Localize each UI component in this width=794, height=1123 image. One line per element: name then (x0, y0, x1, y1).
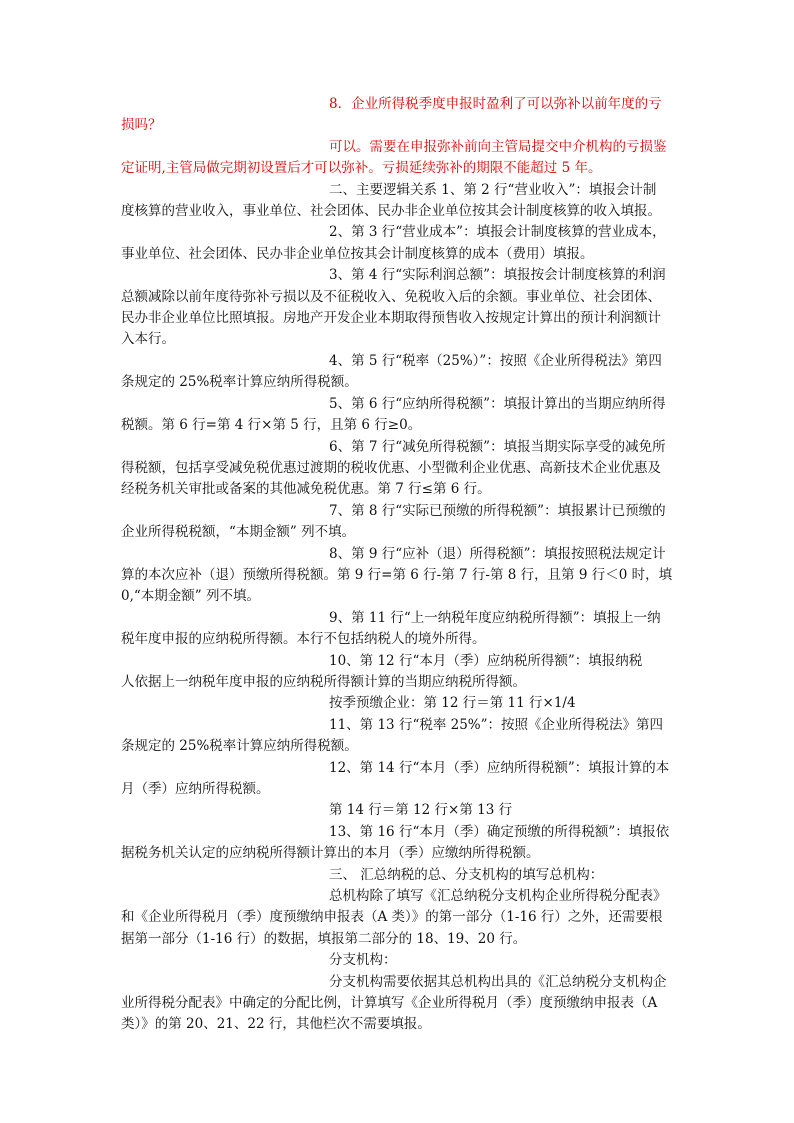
indent-spacer (121, 706, 329, 707)
indent-spacer (121, 364, 329, 365)
line-text: 事业单位、社会团体、民办非企业单位按其会计制度核算的成本（费用）填报。 (121, 245, 594, 262)
text-line (121, 779, 685, 800)
indent-spacer (121, 150, 329, 151)
indent-spacer (121, 621, 329, 622)
text-line (121, 693, 685, 714)
indent-spacer (121, 450, 329, 451)
indent-spacer (121, 557, 329, 558)
highlighted-paragraph (121, 137, 685, 180)
line-text: 6、第 7 行“减免所得税额”：填报当期实际享受的减免所 (329, 438, 666, 455)
text-line (121, 715, 685, 736)
text-line (121, 586, 685, 607)
line-text: 13、第 16 行“本月（季）确定预缴的所得税额”：填报依 (329, 823, 670, 840)
text-line (121, 993, 685, 1014)
line-text: 入本行。 (121, 331, 175, 348)
text-line (121, 1014, 685, 1035)
document-page (121, 94, 685, 1036)
text-line (121, 287, 685, 308)
paragraph (121, 608, 685, 651)
indent-spacer (121, 235, 329, 236)
paragraph (121, 758, 685, 801)
text-line (121, 672, 685, 693)
paragraph (121, 394, 685, 437)
line-text: 10、第 12 行“本月（季）应纳税所得额”：填报纳税 (329, 652, 643, 669)
paragraph (121, 222, 685, 265)
indent-spacer (121, 771, 329, 772)
line-text: 11、第 13 行“税率 25%”：按照《企业所得税法》第四 (329, 716, 664, 733)
text-line (121, 544, 685, 565)
text-line (121, 501, 685, 522)
text-line (121, 629, 685, 650)
line-text: 分支机构需要依据其总机构出具的《汇总纳税分支机构企 (329, 973, 667, 990)
line-text: 条规定的 25%税率计算应纳所得税额。 (121, 738, 358, 755)
indent-spacer (121, 878, 329, 879)
line-text: 据税务机关认定的应纳税所得额计算出的本月（季）应缴纳所得税额。 (121, 845, 540, 862)
line-text: 8．企业所得税季度申报时盈利了可以弥补以前年度的亏 (329, 96, 662, 112)
text-line (121, 608, 685, 629)
line-text: 企业所得税税额，“本期金额” 列不填。 (121, 524, 356, 541)
indent-spacer (121, 514, 329, 515)
text-line (121, 244, 685, 265)
paragraph (121, 544, 685, 608)
text-line (121, 800, 685, 821)
line-text: 可以。需要在申报弥补前向主管局提交中介机构的亏损鉴 (329, 138, 667, 155)
text-line (121, 907, 685, 928)
text-line (121, 886, 685, 907)
text-line (121, 222, 685, 243)
text-line (121, 180, 685, 201)
line-text: 得税额，包括享受减免税优惠过渡期的税收优惠、小型微利企业优惠、高新技术企业优惠及 (121, 459, 661, 476)
text-line (121, 351, 685, 372)
text-line (121, 822, 685, 843)
highlighted-paragraph (121, 94, 685, 137)
line-text: 和《企业所得税月（季）度预缴纳申报表（A 类）》的第一部分（1-16 行）之外，还需要根 (121, 909, 663, 926)
paragraph (121, 865, 685, 886)
text-line (121, 201, 685, 222)
line-text: 12、第 14 行“本月（季）应纳所得税额”：填报计算的本 (329, 759, 670, 776)
line-text: 0,“本期金额” 列不填。 (121, 588, 260, 605)
line-text: 月（季）应纳所得税额。 (121, 781, 270, 797)
line-text: 算的本次应补（退）预缴所得税额。第 9 行=第 6 行-第 7 行-第 8 行，且第 9 行＜0 时，填 (121, 566, 673, 583)
line-text: 人依据上一纳税年度申报的应纳税所得额计算的当期应纳税所得额。 (121, 673, 526, 690)
text-line (121, 329, 685, 350)
indent-spacer (121, 664, 329, 665)
paragraph (121, 351, 685, 394)
line-text: 总机构除了填写《汇总纳税分支机构企业所得税分配表》 (329, 888, 667, 905)
indent-spacer (121, 728, 329, 729)
indent-spacer (121, 813, 329, 814)
text-line (121, 736, 685, 757)
line-text: 三、 汇总纳税的总、分支机构的填写总机构： (329, 866, 604, 883)
line-text: 损吗？ (121, 117, 162, 134)
text-line (121, 308, 685, 329)
line-text: 经税务机关审批或备案的其他减免税优惠。第 7 行≤第 6 行。 (121, 481, 491, 498)
paragraph (121, 715, 685, 758)
paragraph (121, 437, 685, 501)
indent-spacer (121, 107, 329, 108)
line-text: 类）》的第 20、21、22 行，其他栏次不需要填报。 (121, 1016, 431, 1033)
text-line (121, 565, 685, 586)
line-text: 9、第 11 行“上一纳税年度应纳税所得额”：填报上一纳 (329, 609, 661, 626)
line-text: 4、第 5 行“税率（25%）”：按照《企业所得税法》第四 (329, 352, 662, 369)
text-line (121, 479, 685, 500)
text-line (121, 522, 685, 543)
line-text: 民办非企业单位比照填报。房地产开发企业本期取得预售收入按规定计算出的预计利润额计 (121, 310, 661, 327)
indent-spacer (121, 193, 329, 194)
paragraph (121, 693, 685, 714)
text-line (121, 94, 685, 115)
line-text: 3、第 4 行“实际利润总额”：填报按会计制度核算的利润 (329, 267, 666, 284)
text-line (121, 437, 685, 458)
paragraph (121, 180, 685, 223)
text-line (121, 158, 685, 179)
indent-spacer (121, 963, 329, 964)
line-text: 总额减除以前年度待弥补亏损以及不征税收入、免税收入后的余额。事业单位、社会团体、 (121, 288, 661, 305)
paragraph (121, 950, 685, 971)
line-text: 度核算的营业收入，事业单位、社会团体、民办非企业单位按其会计制度核算的收入填报。 (121, 203, 661, 220)
text-line (121, 651, 685, 672)
indent-spacer (121, 835, 329, 836)
line-text: 税额。第 6 行=第 4 行×第 5 行，且第 6 行≥0。 (121, 417, 422, 434)
line-text: 分支机构： (329, 952, 397, 969)
indent-spacer (121, 985, 329, 986)
line-text: 5、第 6 行“应纳所得税额”：填报计算出的当期应纳所得 (329, 395, 666, 412)
text-line (121, 415, 685, 436)
text-line (121, 265, 685, 286)
paragraph (121, 265, 685, 351)
text-line (121, 458, 685, 479)
paragraph (121, 800, 685, 821)
line-text: 定证明,主管局做完期初设置后才可以弥补。亏损延续弥补的期限不能超过 5 年。 (121, 160, 602, 177)
text-line (121, 865, 685, 886)
text-line (121, 950, 685, 971)
indent-spacer (121, 899, 329, 900)
text-line (121, 972, 685, 993)
line-text: 二、主要逻辑关系 1、第 2 行“营业收入”：填报会计制 (329, 181, 657, 198)
paragraph (121, 501, 685, 544)
line-text: 按季预缴企业：第 12 行＝第 11 行×1/4 (329, 695, 576, 712)
paragraph (121, 972, 685, 1036)
paragraph (121, 822, 685, 865)
line-text: 税年度申报的应纳税所得额。本行不包括纳税人的境外所得。 (121, 631, 486, 648)
line-text: 据第一部分（1-16 行）的数据，填报第二部分的 18、19、20 行。 (121, 930, 527, 947)
text-line (121, 394, 685, 415)
text-line (121, 372, 685, 393)
line-text: 条规定的 25%税率计算应纳所得税额。 (121, 374, 358, 391)
text-line (121, 843, 685, 864)
paragraph (121, 886, 685, 950)
line-text: 8、第 9 行“应补（退）所得税额”：填报按照税法规定计 (329, 545, 666, 562)
indent-spacer (121, 407, 329, 408)
text-line (121, 929, 685, 950)
line-text: 2、第 3 行“营业成本”：填报会计制度核算的营业成本， (329, 224, 666, 241)
paragraph (121, 651, 685, 694)
indent-spacer (121, 278, 329, 279)
line-text: 业所得税分配表》中确定的分配比例，计算填写《企业所得税月（季）度预缴纳申报表（A (121, 995, 658, 1012)
line-text: 7、第 8 行“实际已预缴的所得税额”：填报累计已预缴的 (329, 502, 666, 519)
line-text: 第 14 行＝第 12 行×第 13 行 (329, 802, 513, 819)
text-line (121, 758, 685, 779)
text-line (121, 115, 685, 136)
text-line (121, 137, 685, 158)
